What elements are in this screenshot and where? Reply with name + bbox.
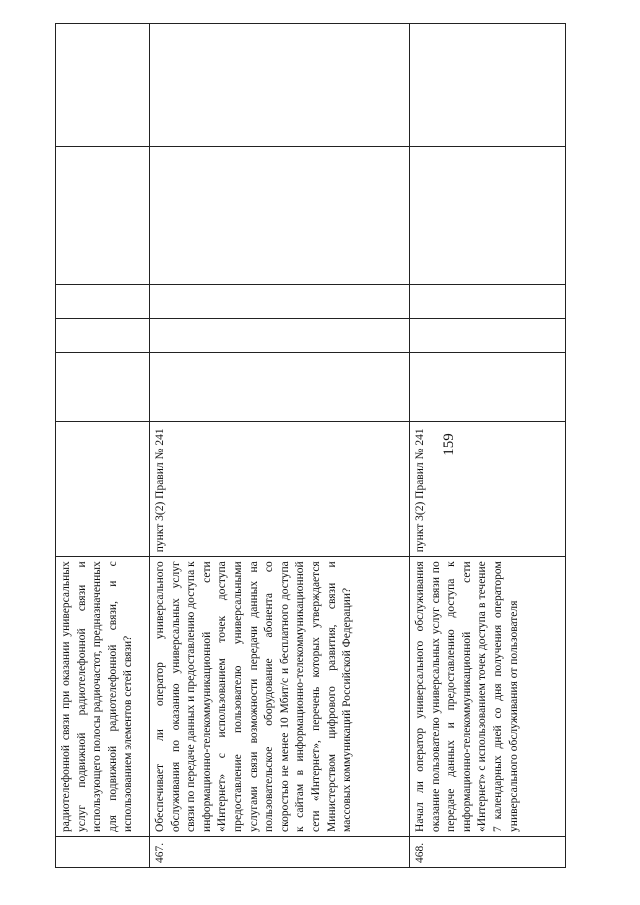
question-cell: Начал ли оператор универсального обслуживания оказание пользователю универсальных услуг связи по передаче данных и предоставлению доступа к информационно-телекоммуникационной сети «Интернет» с использованием точек доступа в течение 7 календарных дней со дня получения оператором универсального обслуживания от пользователя xyxy=(410,557,566,837)
empty-cell xyxy=(56,147,150,284)
empty-cell xyxy=(150,284,410,318)
row-number: 467. xyxy=(150,836,410,867)
table-row xyxy=(410,24,566,868)
empty-cell xyxy=(56,352,150,421)
question-cell: Обеспечивает ли оператор универсального обслуживания по оказанию универсальных услуг связи по передаче данных и предоставлению доступа к информационно-телекоммуникационной сети «Интернет» с использованием точек доступа предоставление пользователю универсальными услугами связи возможности передачи данных на пользовательское оборудование абонента со скоростью не менее 10 Мбит/с и бесплатного доступа к сайтам в информационно-телекоммуникационной сети «Интернет», перечень которых утверждается Министерством цифрового развития, связи и массовых коммуникаций Российской Федерации? xyxy=(150,557,410,837)
table-row xyxy=(150,24,410,868)
row-number xyxy=(56,836,150,867)
reference-cell: пункт 3(2) Правил № 241 xyxy=(410,421,566,556)
empty-cell xyxy=(150,352,410,421)
empty-cell xyxy=(150,24,410,147)
table-row xyxy=(56,24,150,868)
empty-cell xyxy=(150,147,410,284)
rotated-table-container xyxy=(55,23,565,868)
empty-cell xyxy=(410,147,566,284)
reference-cell: пункт 3(2) Правил № 241 xyxy=(150,421,410,556)
row-number: 468. xyxy=(410,836,566,867)
empty-cell xyxy=(56,24,150,147)
question-cell: радиотелефонной связи при оказании универсальных услуг подвижной радиотелефонной связи и использующего полосы радиочастот, предназначенных для подвижной радиотелефонной связи, и с использованием элементов сетей связи? xyxy=(56,557,150,837)
empty-cell xyxy=(410,352,566,421)
empty-cell xyxy=(56,318,150,352)
reference-cell xyxy=(56,421,150,556)
empty-cell xyxy=(410,284,566,318)
empty-cell xyxy=(56,284,150,318)
empty-cell xyxy=(150,318,410,352)
page-number: 159 xyxy=(440,433,457,456)
empty-cell xyxy=(410,318,566,352)
empty-cell xyxy=(410,24,566,147)
requirements-table xyxy=(55,23,566,868)
